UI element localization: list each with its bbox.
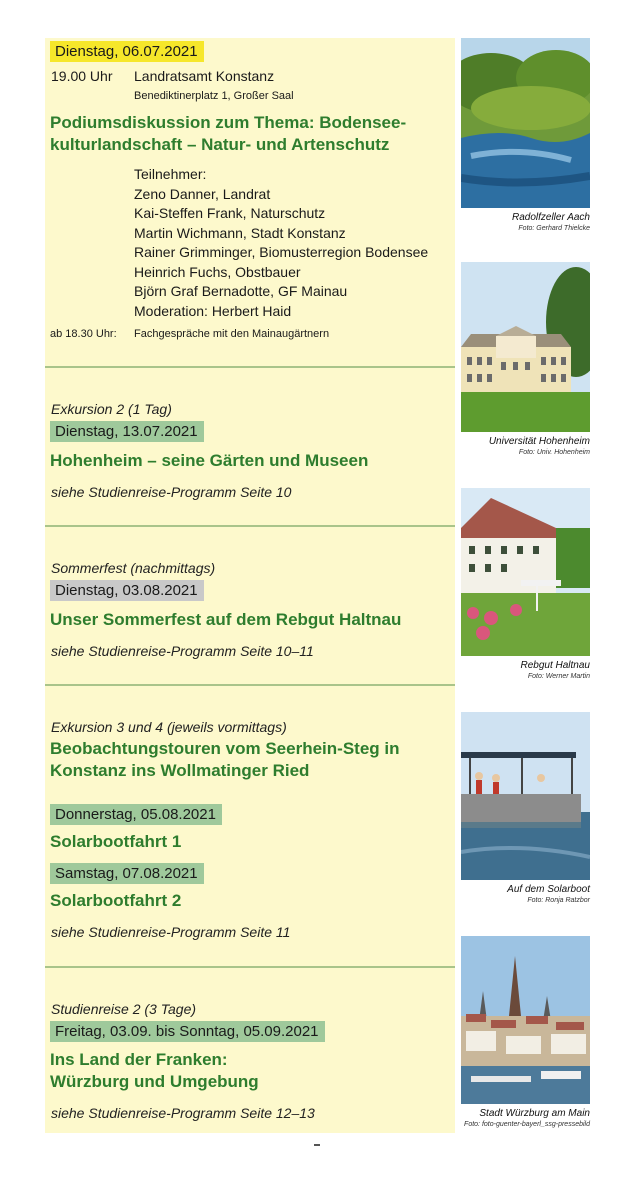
city-image <box>461 936 590 1104</box>
event-subtitle: Solarbootfahrt 2 <box>50 891 182 910</box>
river-image <box>461 38 590 208</box>
participant-line: Teilnehmer: <box>134 166 207 182</box>
event-title: Unser Sommerfest auf dem Rebgut Haltnau <box>50 610 402 629</box>
event-title-line: Beobachtungstouren vom Seerhein-Steg in <box>50 739 400 758</box>
photo-vineyard <box>461 488 590 656</box>
caption-credit: Foto: Werner Martin <box>527 673 590 680</box>
participant-line: Kai-Steffen Frank, Naturschutz <box>134 205 326 221</box>
event-date-badge: Dienstag, 13.07.2021 <box>50 421 204 442</box>
event-title: Hohenheim – seine Gärten und Museen <box>50 451 369 470</box>
participant-line: Björn Graf Bernadotte, GF Mainau <box>134 283 348 299</box>
photo-solarboat <box>461 712 590 880</box>
program-reference: siehe Studienreise-Programm Seite 11 <box>51 924 291 940</box>
section-divider <box>45 366 455 368</box>
extra-text: Fachgespräche mit den Mainaugärtnern <box>134 328 330 340</box>
caption-title: Auf dem Solarboot <box>507 884 590 895</box>
solarboat-image <box>461 712 590 880</box>
photo-caption <box>440 211 590 234</box>
program-reference: siehe Studienreise-Programm Seite 10 <box>51 484 292 500</box>
event-title-line: kulturlandschaft – Natur- und Artenschutz <box>50 135 390 154</box>
participant-line: Heinrich Fuchs, Obstbauer <box>134 263 301 280</box>
event-date-badge: Dienstag, 06.07.2021 <box>50 41 204 62</box>
event-date-badge: Samstag, 07.08.2021 <box>50 863 204 884</box>
caption-title: Rebgut Haltnau <box>520 660 590 671</box>
event-date-badge: Donnerstag, 05.08.2021 <box>50 804 222 825</box>
section-divider <box>45 966 455 968</box>
event-title <box>50 112 450 156</box>
program-column <box>45 38 455 1133</box>
event-title-line: Konstanz ins Wollmatinger Ried <box>50 761 310 780</box>
caption-credit: Foto: Ronja Ratzbor <box>527 897 590 904</box>
photo-caption <box>440 435 590 458</box>
section-divider <box>45 684 455 686</box>
event-kicker: Exkursion 3 und 4 (jeweils vormittags) <box>51 719 287 735</box>
participant-list <box>134 165 454 321</box>
event-venue: Landratsamt Konstanz <box>134 68 275 84</box>
participant-line: Zeno Danner, Landrat <box>134 185 271 202</box>
caption-credit: Foto: Gerhard Thielcke <box>518 225 590 232</box>
photo-caption <box>440 1107 590 1130</box>
photo-caption <box>440 659 590 682</box>
program-reference: siehe Studienreise-Programm Seite 12–13 <box>51 1105 315 1121</box>
event-title-line: Würzburg und Umgebung <box>50 1072 259 1091</box>
event-kicker: Studienreise 2 (3 Tage) <box>51 1001 197 1017</box>
event-address: Benediktinerplatz 1, Großer Saal <box>134 90 294 102</box>
section-divider <box>45 525 455 527</box>
event-subtitle: Solarbootfahrt 1 <box>50 832 182 851</box>
event-date-badge: Freitag, 03.09. bis Sonntag, 05.09.2021 <box>50 1021 325 1042</box>
program-reference: siehe Studienreise-Programm Seite 10–11 <box>51 643 314 659</box>
photo-caption <box>440 883 590 906</box>
caption-credit: Foto: foto-guenter-bayerl_ssg-pressebild <box>464 1121 590 1128</box>
participant-line: Moderation: Herbert Haid <box>134 302 292 319</box>
caption-title: Radolfzeller Aach <box>511 212 590 223</box>
event-time: 19.00 Uhr <box>51 68 113 84</box>
participant-line: Martin Wichmann, Stadt Konstanz <box>134 224 346 241</box>
event-kicker: Exkursion 2 (1 Tag) <box>51 401 172 417</box>
event-title-line: Ins Land der Franken: <box>50 1050 228 1069</box>
palace-image <box>461 262 590 432</box>
caption-title: Universität Hohenheim <box>488 436 590 447</box>
photo-city <box>461 936 590 1104</box>
event-date-badge: Dienstag, 03.08.2021 <box>50 580 204 601</box>
photo-palace <box>461 262 590 432</box>
event-kicker: Sommerfest (nachmittags) <box>51 560 216 576</box>
caption-title: Stadt Würzburg am Main <box>479 1108 590 1119</box>
event-title <box>50 1049 450 1093</box>
page-marker <box>314 1144 320 1146</box>
vineyard-image <box>461 488 590 656</box>
photo-river <box>461 38 590 208</box>
event-title-line: Podiumsdiskussion zum Thema: Bodensee- <box>50 113 407 132</box>
event-title <box>50 738 450 782</box>
participant-line: Rainer Grimminger, Biomusterregion Bodensee <box>134 244 429 260</box>
extra-time: ab 18.30 Uhr: <box>50 328 117 340</box>
caption-credit: Foto: Univ. Hohenheim <box>518 449 590 456</box>
